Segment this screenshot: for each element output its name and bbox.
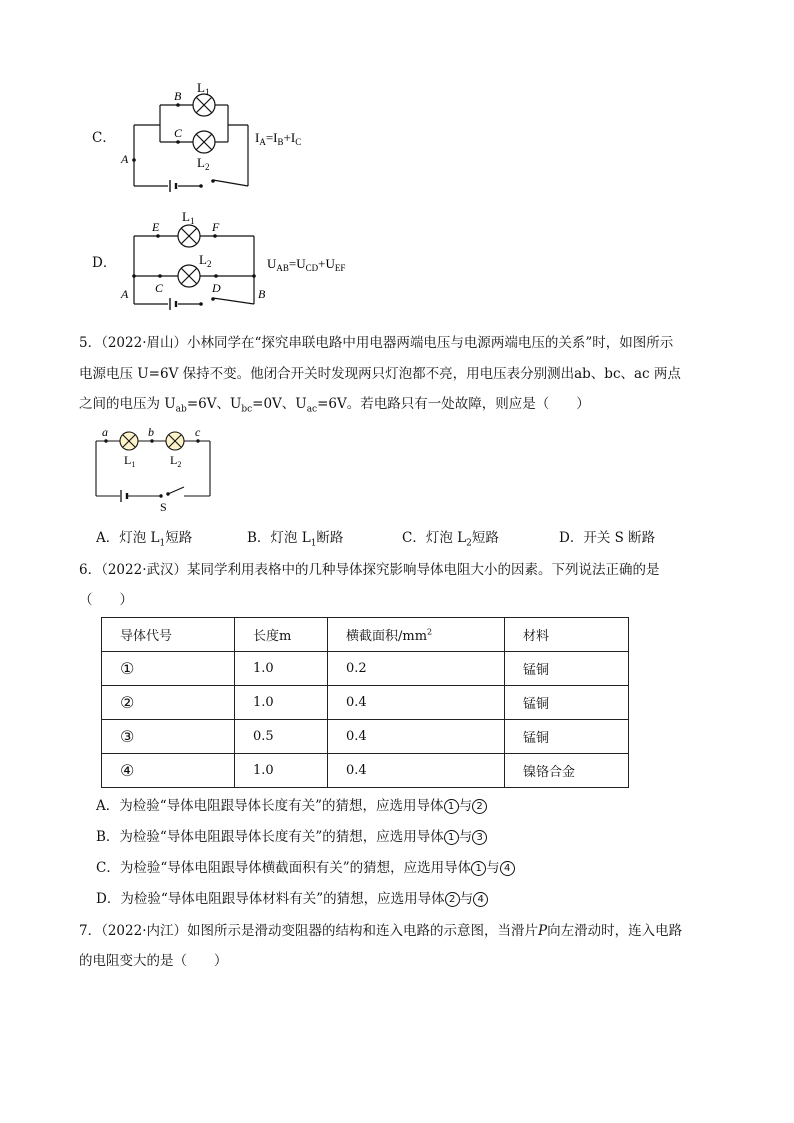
option-d-label: D． bbox=[92, 255, 117, 271]
table-row: ③ 0.5 0.4 锰铜 bbox=[102, 720, 629, 754]
q6-line-1: 6．（2022·武汉）某同学利用表格中的几种导体探究影响导体电阻大小的因素。下列说法正确的是 bbox=[79, 562, 660, 578]
q6-option-a[interactable]: A．为检验“导体电阻跟导体长度有关”的猜想，应选用导体 1 与 2 bbox=[96, 796, 487, 816]
q5-option-d[interactable]: D．开关 S 断路 bbox=[559, 530, 656, 546]
header-material: 材料 bbox=[505, 618, 629, 652]
q5-switch-s: S bbox=[160, 500, 167, 514]
node-label-d: D bbox=[212, 281, 221, 295]
q5-line-3: 之间的电压为 $U_{ab}=6V$、$U_{bc}=0V$、$U_{ac}=6V$。若电路只有一处故障，则应是（ ） bbox=[79, 396, 590, 415]
q5-lamp-l2: $L_2$ bbox=[170, 453, 182, 469]
lamp-label-l1: $L_1$ bbox=[197, 80, 210, 97]
q5-line-1: 5．（2022·眉山）小林同学在“探究串联电路中用电器两端电压与电源两端电压的关系”时，如图所示 bbox=[79, 335, 674, 351]
node-label-f: F bbox=[212, 220, 220, 234]
q5-option-c[interactable]: C．灯泡 $L_2$短路 bbox=[402, 530, 499, 549]
option-c-label: C． bbox=[92, 130, 116, 146]
q5-circuit-diagram bbox=[0, 0, 794, 520]
header-length: 长度m bbox=[235, 618, 328, 652]
q5-line-2: 电源电压 U=6V 保持不变。他闭合开关时发现两只灯泡都不亮，用电压表分别测出ab、bc、ac 两点 bbox=[79, 366, 681, 382]
table-row: ④ 1.0 0.4 镍铬合金 bbox=[102, 754, 629, 788]
node-label-e: E bbox=[152, 220, 160, 234]
conductor-code: ③ bbox=[120, 727, 135, 746]
table-row: ② 1.0 0.4 锰铜 bbox=[102, 686, 629, 720]
node-label-b: B bbox=[174, 89, 182, 103]
q7-line-1: 7．（2022·内江）如图所示是滑动变阻器的结构和连入电路的示意图，当滑片P向左滑动时，连入电路 bbox=[79, 923, 683, 939]
lamp-label-l1-d: $L_1$ bbox=[182, 209, 195, 226]
q6-option-b[interactable]: B．为检验“导体电阻跟导体长度有关”的猜想，应选用导体 1 与 3 bbox=[96, 827, 487, 847]
point-a-label: a bbox=[102, 425, 108, 439]
node-label-c2: C bbox=[155, 281, 164, 295]
conductor-code: ④ bbox=[120, 761, 135, 780]
header-area: 横截面积$/mm^2$ bbox=[328, 618, 505, 652]
equation-d: $U_{AB}=U_{CD}+U_{EF}$ bbox=[267, 256, 346, 273]
q6-line-2: （ ） bbox=[79, 592, 133, 608]
q5-option-b[interactable]: B．灯泡 $L_1$断路 bbox=[247, 530, 344, 549]
table-row: ① 1.0 0.2 锰铜 bbox=[102, 652, 629, 686]
table-header-row bbox=[102, 618, 629, 652]
point-b-label: b bbox=[148, 425, 154, 439]
header-code: 导体代号 bbox=[102, 618, 235, 652]
lamp-label-l2-d: $L_2$ bbox=[199, 252, 212, 269]
node-label-a2: A bbox=[121, 287, 129, 301]
conductor-table bbox=[101, 617, 629, 788]
node-label-c: C bbox=[174, 126, 183, 140]
q5-option-a[interactable]: A．灯泡 $L_1$短路 bbox=[96, 530, 193, 549]
q7-line-2: 的电阻变大的是（ ） bbox=[79, 953, 228, 969]
conductor-code: ② bbox=[120, 693, 135, 712]
q5-lamp-l1: $L_1$ bbox=[124, 453, 136, 469]
point-c-label: c bbox=[195, 425, 201, 439]
q6-option-c[interactable]: C．为检验“导体电阻跟导体横截面积有关”的猜想，应选用导体 1 与 4 bbox=[96, 858, 515, 878]
node-label-b2: B bbox=[258, 287, 266, 301]
equation-c: $I_A=I_B+I_C$ bbox=[255, 130, 302, 147]
node-label-a: A bbox=[121, 152, 129, 166]
lamp-label-l2: $L_2$ bbox=[197, 155, 210, 172]
q6-option-d[interactable]: D．为检验“导体电阻跟导体材料有关”的猜想，应选用导体 2 与 4 bbox=[96, 889, 488, 909]
conductor-code: ① bbox=[120, 659, 135, 678]
